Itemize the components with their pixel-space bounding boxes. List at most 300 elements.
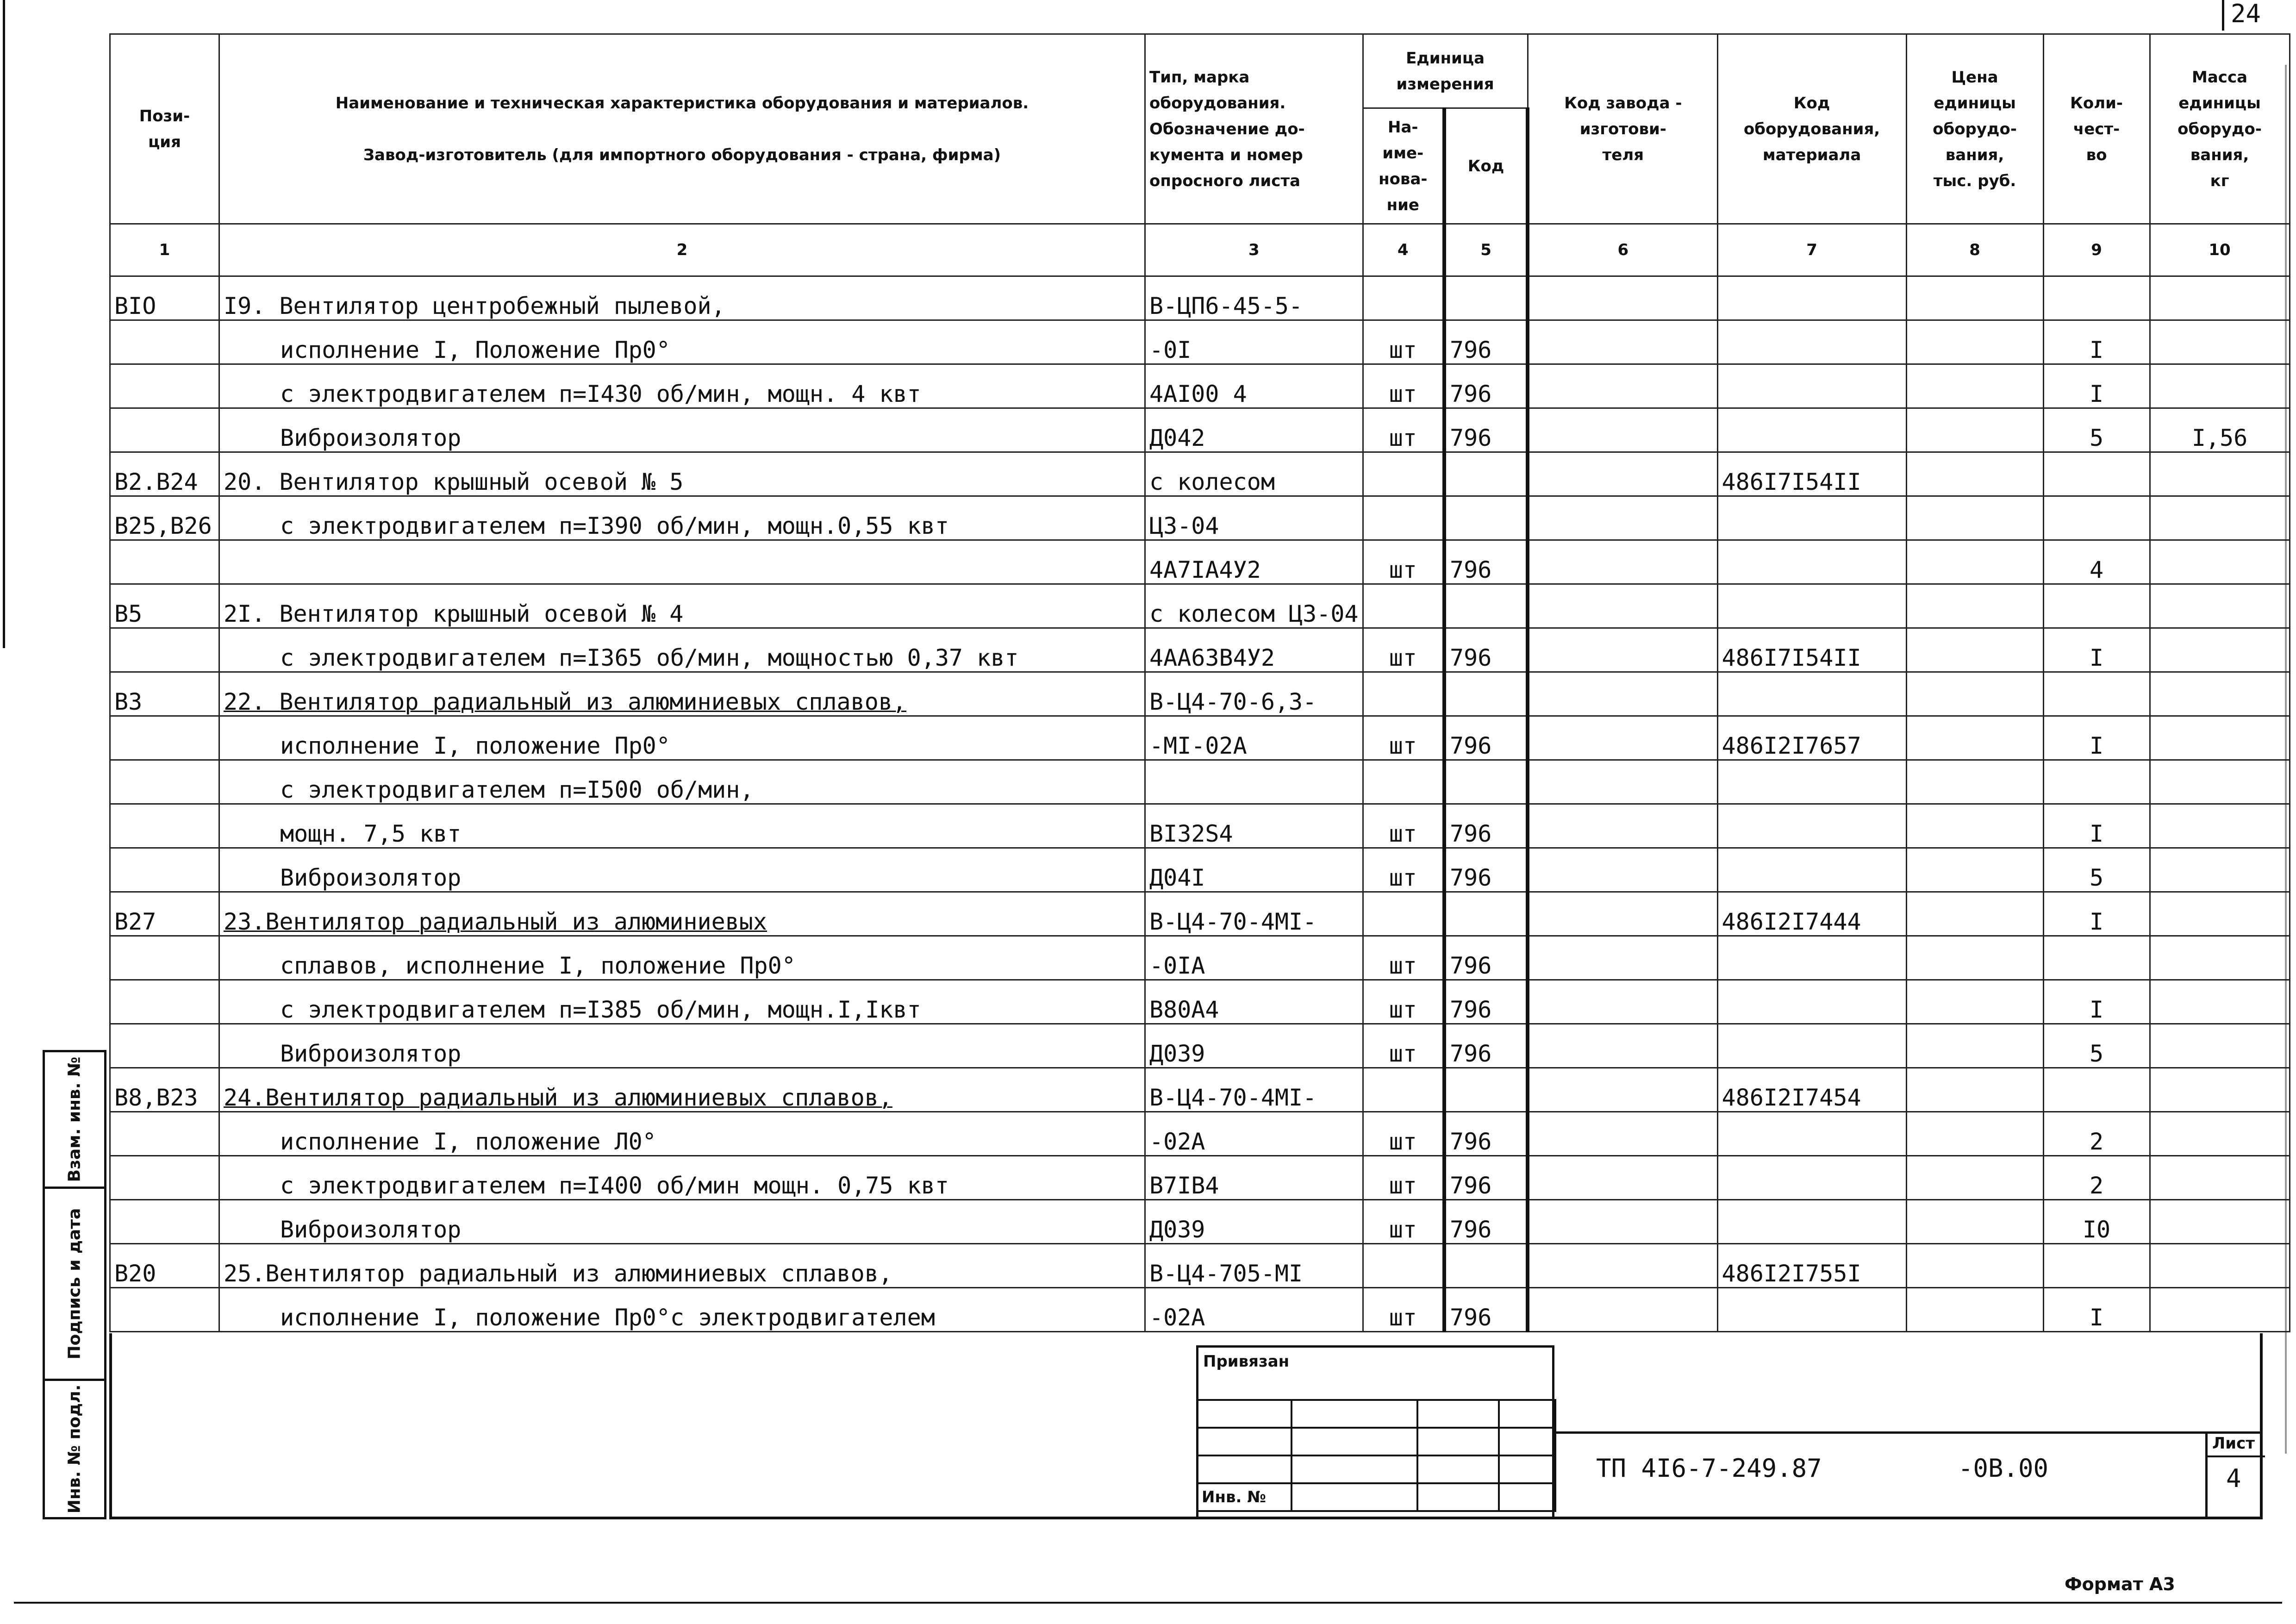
header-mass: Масса единицы оборудо- вания, кг — [2150, 34, 2290, 224]
row-equipment-code — [1717, 1112, 1906, 1156]
table-row — [110, 584, 2290, 628]
specification-table — [109, 33, 2290, 1332]
row-factory-code — [1528, 320, 1717, 364]
row-price — [1906, 1024, 2043, 1068]
table-row — [110, 320, 2290, 364]
table-row — [110, 1244, 2290, 1288]
row-type: с колесом Ц3-04 — [1145, 584, 1363, 628]
row-quantity: 2 — [2043, 1112, 2150, 1156]
row-factory-code — [1528, 1112, 1717, 1156]
table-row — [110, 760, 2290, 804]
row-mass — [2150, 936, 2290, 980]
row-equipment-code — [1717, 1156, 1906, 1200]
row-type: -0I — [1145, 320, 1363, 364]
row-mass — [2150, 672, 2290, 716]
row-position — [110, 408, 219, 452]
row-type: B80A4 — [1145, 980, 1363, 1024]
row-quantity: I — [2043, 320, 2150, 364]
row-name: исполнение I, положение Пр0°с электродвигателем — [219, 1288, 1145, 1332]
row-unit-code — [1444, 892, 1528, 936]
footer-line — [14, 1602, 2282, 1604]
row-unit: шт — [1363, 408, 1444, 452]
table-row — [110, 1068, 2290, 1112]
row-position — [110, 716, 219, 760]
sheet-label: Лист — [2212, 1434, 2255, 1453]
header-unit-name: На- име- нова- ние — [1363, 108, 1444, 224]
header-position: Пози- ция — [110, 34, 219, 224]
row-position: B8,B23 — [110, 1068, 219, 1112]
row-quantity — [2043, 1068, 2150, 1112]
row-name: Виброизолятор — [219, 408, 1145, 452]
row-factory-code — [1528, 584, 1717, 628]
row-unit-code — [1444, 760, 1528, 804]
row-name: исполнение I, положение Л0° — [219, 1112, 1145, 1156]
row-type: В-Ц4-70-4MI- — [1145, 1068, 1363, 1112]
row-factory-code — [1528, 1244, 1717, 1288]
row-equipment-code — [1717, 980, 1906, 1024]
row-unit: шт — [1363, 1024, 1444, 1068]
row-name: 22. Вентилятор радиальный из алюминиевых сплавов, — [219, 672, 1145, 716]
header-factory-code: Код завода - изготови- теля — [1528, 34, 1717, 224]
row-quantity: I — [2043, 364, 2150, 408]
row-mass — [2150, 980, 2290, 1024]
row-price — [1906, 276, 2043, 320]
row-name: Виброизолятор — [219, 848, 1145, 892]
row-unit-code: 796 — [1444, 980, 1528, 1024]
row-factory-code — [1528, 364, 1717, 408]
row-unit: шт — [1363, 1112, 1444, 1156]
row-name: 25.Вентилятор радиальный из алюминиевых сплавов, — [219, 1244, 1145, 1288]
table-row — [110, 980, 2290, 1024]
header-unit-group: Единица измерения — [1363, 34, 1528, 108]
col-number: 7 — [1717, 224, 1906, 276]
row-unit-code — [1444, 1068, 1528, 1112]
row-price — [1906, 1288, 2043, 1332]
row-quantity — [2043, 276, 2150, 320]
row-factory-code — [1528, 1200, 1717, 1244]
row-type: Ц3-04 — [1145, 496, 1363, 540]
row-price — [1906, 628, 2043, 672]
row-equipment-code — [1717, 804, 1906, 848]
row-position — [110, 320, 219, 364]
table-row — [110, 496, 2290, 540]
row-position — [110, 1156, 219, 1200]
row-type: -MI-02A — [1145, 716, 1363, 760]
row-mass — [2150, 1024, 2290, 1068]
row-equipment-code — [1717, 936, 1906, 980]
row-price — [1906, 408, 2043, 452]
side-label-vzam: Взам. инв. № — [65, 1056, 84, 1182]
col-number: 2 — [219, 224, 1145, 276]
row-unit: шт — [1363, 804, 1444, 848]
row-factory-code — [1528, 408, 1717, 452]
col-number: 10 — [2150, 224, 2290, 276]
side-label-podpis: Подпись и дата — [65, 1208, 84, 1360]
row-equipment-code — [1717, 320, 1906, 364]
row-position — [110, 540, 219, 584]
row-position — [110, 936, 219, 980]
row-position — [110, 1200, 219, 1244]
side-stamp-vzam — [43, 1050, 106, 1189]
row-factory-code — [1528, 1024, 1717, 1068]
row-equipment-code — [1717, 584, 1906, 628]
table-row — [110, 892, 2290, 936]
left-margin-line — [3, 0, 5, 648]
sheet-label-divider — [2208, 1455, 2265, 1457]
row-unit: шт — [1363, 320, 1444, 364]
row-unit — [1363, 760, 1444, 804]
row-mass — [2150, 1112, 2290, 1156]
row-unit: шт — [1363, 628, 1444, 672]
row-position: B2.B24 — [110, 452, 219, 496]
row-price — [1906, 364, 2043, 408]
row-unit: шт — [1363, 1288, 1444, 1332]
row-name: исполнение I, положение Пр0° — [219, 716, 1145, 760]
row-quantity: I — [2043, 892, 2150, 936]
table-row — [110, 1156, 2290, 1200]
row-equipment-code: 486I7I54II — [1717, 452, 1906, 496]
row-name: 20. Вентилятор крышный осевой № 5 — [219, 452, 1145, 496]
row-name — [219, 540, 1145, 584]
row-quantity: 2 — [2043, 1156, 2150, 1200]
table-row — [110, 1112, 2290, 1156]
row-equipment-code — [1717, 364, 1906, 408]
row-name: с электродвигателем п=I390 об/мин, мощн.0,55 квт — [219, 496, 1145, 540]
side-label-inv: Инв. № подл. — [65, 1384, 84, 1514]
col-number: 1 — [110, 224, 219, 276]
row-equipment-code — [1717, 848, 1906, 892]
row-price — [1906, 452, 2043, 496]
row-unit-code: 796 — [1444, 540, 1528, 584]
row-type: Д042 — [1145, 408, 1363, 452]
row-factory-code — [1528, 804, 1717, 848]
row-mass — [2150, 760, 2290, 804]
row-mass — [2150, 848, 2290, 892]
row-equipment-code — [1717, 1024, 1906, 1068]
row-unit: шт — [1363, 980, 1444, 1024]
row-type: -0IA — [1145, 936, 1363, 980]
row-type: -02A — [1145, 1288, 1363, 1332]
row-unit-code: 796 — [1444, 1112, 1528, 1156]
row-unit — [1363, 276, 1444, 320]
binding-label: Привязан — [1203, 1352, 1290, 1371]
binding-inv-label: Инв. № — [1197, 1483, 1292, 1511]
row-equipment-code — [1717, 1288, 1906, 1332]
row-price — [1906, 496, 2043, 540]
row-type: Д04I — [1145, 848, 1363, 892]
header-unit-code: Код — [1444, 108, 1528, 224]
row-quantity: I — [2043, 804, 2150, 848]
row-name: Виброизолятор — [219, 1024, 1145, 1068]
row-unit-code: 796 — [1444, 408, 1528, 452]
row-equipment-code — [1717, 540, 1906, 584]
row-quantity: 5 — [2043, 1024, 2150, 1068]
row-name: 2I. Вентилятор крышный осевой № 4 — [219, 584, 1145, 628]
corner-page-number: 24 — [2222, 0, 2261, 31]
row-unit-code: 796 — [1444, 716, 1528, 760]
row-quantity — [2043, 936, 2150, 980]
side-stamp-inv — [43, 1379, 106, 1519]
row-type: В-Ц4-70-4MI- — [1145, 892, 1363, 936]
header-name: Наименование и техническая характеристика оборудования и материалов. Завод-изготовитель (для импортного оборудования - страна, фирма) — [219, 34, 1145, 224]
row-quantity — [2043, 496, 2150, 540]
row-factory-code — [1528, 496, 1717, 540]
row-unit: шт — [1363, 848, 1444, 892]
row-mass — [2150, 1156, 2290, 1200]
row-type: В-Ц4-70-6,3- — [1145, 672, 1363, 716]
row-unit — [1363, 496, 1444, 540]
row-position — [110, 364, 219, 408]
row-unit-code: 796 — [1444, 320, 1528, 364]
row-unit-code — [1444, 1244, 1528, 1288]
col-number: 5 — [1444, 224, 1528, 276]
row-unit — [1363, 1068, 1444, 1112]
row-factory-code — [1528, 1068, 1717, 1112]
row-price — [1906, 1200, 2043, 1244]
table-row — [110, 848, 2290, 892]
row-position — [110, 804, 219, 848]
row-quantity: I — [2043, 1288, 2150, 1332]
table-row — [110, 716, 2290, 760]
row-position: BIO — [110, 276, 219, 320]
row-type: Д039 — [1145, 1024, 1363, 1068]
row-unit: шт — [1363, 1200, 1444, 1244]
row-type — [1145, 760, 1363, 804]
row-name: 24.Вентилятор радиальный из алюминиевых сплавов, — [219, 1068, 1145, 1112]
row-factory-code — [1528, 760, 1717, 804]
row-quantity — [2043, 760, 2150, 804]
row-price — [1906, 716, 2043, 760]
row-unit-code — [1444, 496, 1528, 540]
row-factory-code — [1528, 980, 1717, 1024]
row-price — [1906, 540, 2043, 584]
row-mass — [2150, 1244, 2290, 1288]
col-number: 8 — [1906, 224, 2043, 276]
row-name: 23.Вентилятор радиальный из алюминиевых — [219, 892, 1145, 936]
row-unit: шт — [1363, 936, 1444, 980]
row-equipment-code: 486I2I7444 — [1717, 892, 1906, 936]
row-position: B25,B26 — [110, 496, 219, 540]
sheet-box — [2205, 1431, 2263, 1519]
row-type: 4AI00 4 — [1145, 364, 1363, 408]
col-number: 3 — [1145, 224, 1363, 276]
row-unit — [1363, 584, 1444, 628]
row-factory-code — [1528, 672, 1717, 716]
row-unit-code: 796 — [1444, 804, 1528, 848]
row-quantity — [2043, 452, 2150, 496]
table-row — [110, 540, 2290, 584]
row-type: B7IB4 — [1145, 1156, 1363, 1200]
row-price — [1906, 672, 2043, 716]
row-position: B5 — [110, 584, 219, 628]
row-unit-code: 796 — [1444, 936, 1528, 980]
binding-grid — [1196, 1399, 1556, 1512]
row-unit-code: 796 — [1444, 848, 1528, 892]
row-equipment-code: 486I2I7454 — [1717, 1068, 1906, 1112]
row-quantity: I — [2043, 716, 2150, 760]
table-row — [110, 1288, 2290, 1332]
row-mass — [2150, 320, 2290, 364]
row-name: с электродвигателем п=I385 об/мин, мощн.I,Iквт — [219, 980, 1145, 1024]
table-row — [110, 1200, 2290, 1244]
row-unit — [1363, 892, 1444, 936]
row-equipment-code — [1717, 496, 1906, 540]
row-name: с электродвигателем п=I430 об/мин, мощн. 4 квт — [219, 364, 1145, 408]
row-mass — [2150, 584, 2290, 628]
table-row — [110, 452, 2290, 496]
row-equipment-code — [1717, 760, 1906, 804]
row-name: I9. Вентилятор центробежный пылевой, — [219, 276, 1145, 320]
table-row — [110, 364, 2290, 408]
row-quantity: I0 — [2043, 1200, 2150, 1244]
row-unit: шт — [1363, 1156, 1444, 1200]
row-position: B3 — [110, 672, 219, 716]
row-mass — [2150, 540, 2290, 584]
row-factory-code — [1528, 936, 1717, 980]
row-price — [1906, 1112, 2043, 1156]
row-name: с электродвигателем п=I400 об/мин мощн. 0,75 квт — [219, 1156, 1145, 1200]
table-row — [110, 408, 2290, 452]
row-unit-code — [1444, 276, 1528, 320]
row-equipment-code — [1717, 276, 1906, 320]
row-mass — [2150, 276, 2290, 320]
row-factory-code — [1528, 1156, 1717, 1200]
row-mass — [2150, 1288, 2290, 1332]
row-unit-code: 796 — [1444, 628, 1528, 672]
row-type: с колесом — [1145, 452, 1363, 496]
row-unit-code — [1444, 452, 1528, 496]
row-factory-code — [1528, 848, 1717, 892]
row-unit: шт — [1363, 540, 1444, 584]
row-factory-code — [1528, 1288, 1717, 1332]
row-factory-code — [1528, 540, 1717, 584]
row-price — [1906, 1156, 2043, 1200]
row-name: сплавов, исполнение I, положение Пр0° — [219, 936, 1145, 980]
row-unit-code: 796 — [1444, 1156, 1528, 1200]
row-mass: I,56 — [2150, 408, 2290, 452]
format-label: Формат А3 — [2065, 1574, 2175, 1594]
row-equipment-code: 486I2I7657 — [1717, 716, 1906, 760]
header-quantity: Коли- чест- во — [2043, 34, 2150, 224]
row-type: BI32S4 — [1145, 804, 1363, 848]
row-price — [1906, 1068, 2043, 1112]
row-unit-code — [1444, 584, 1528, 628]
row-type: В-ЦП6-45-5- — [1145, 276, 1363, 320]
row-equipment-code: 486I2I755I — [1717, 1244, 1906, 1288]
row-quantity: 5 — [2043, 408, 2150, 452]
row-equipment-code: 486I7I54II — [1717, 628, 1906, 672]
row-unit: шт — [1363, 716, 1444, 760]
row-unit-code — [1444, 672, 1528, 716]
row-name: Виброизолятор — [219, 1200, 1145, 1244]
row-name: с электродвигателем п=I500 об/мин, — [219, 760, 1145, 804]
row-mass — [2150, 892, 2290, 936]
row-equipment-code — [1717, 672, 1906, 716]
row-unit: шт — [1363, 364, 1444, 408]
row-unit-code: 796 — [1444, 1024, 1528, 1068]
row-mass — [2150, 496, 2290, 540]
document-suffix: -0В.00 — [1958, 1454, 2049, 1483]
row-factory-code — [1528, 892, 1717, 936]
row-mass — [2150, 364, 2290, 408]
row-unit-code: 796 — [1444, 1288, 1528, 1332]
row-factory-code — [1528, 628, 1717, 672]
row-equipment-code — [1717, 408, 1906, 452]
row-position: B27 — [110, 892, 219, 936]
header-price: Цена единицы оборудо- вания, тыс. руб. — [1906, 34, 2043, 224]
row-price — [1906, 320, 2043, 364]
table-row — [110, 1024, 2290, 1068]
row-price — [1906, 936, 2043, 980]
row-price — [1906, 848, 2043, 892]
row-position — [110, 628, 219, 672]
row-quantity — [2043, 672, 2150, 716]
row-unit-code: 796 — [1444, 364, 1528, 408]
table-row — [110, 936, 2290, 980]
row-quantity: 4 — [2043, 540, 2150, 584]
row-unit — [1363, 1244, 1444, 1288]
row-position — [110, 760, 219, 804]
row-quantity — [2043, 1244, 2150, 1288]
row-equipment-code — [1717, 1200, 1906, 1244]
row-position — [110, 848, 219, 892]
row-price — [1906, 804, 2043, 848]
row-type: В-Ц4-705-MI — [1145, 1244, 1363, 1288]
row-factory-code — [1528, 716, 1717, 760]
table-row — [110, 804, 2290, 848]
row-position — [110, 1288, 219, 1332]
col-number: 4 — [1363, 224, 1444, 276]
header-equipment-code: Код оборудования, материала — [1717, 34, 1906, 224]
row-type: Д039 — [1145, 1200, 1363, 1244]
row-price — [1906, 980, 2043, 1024]
row-mass — [2150, 1068, 2290, 1112]
row-quantity: 5 — [2043, 848, 2150, 892]
header-type: Тип, марка оборудования. Обозначение до- кумента и номер опросного листа — [1145, 34, 1363, 224]
row-type: 4AA63B4У2 — [1145, 628, 1363, 672]
row-position — [110, 1112, 219, 1156]
row-type: 4A7IA4У2 — [1145, 540, 1363, 584]
row-price — [1906, 1244, 2043, 1288]
row-mass — [2150, 452, 2290, 496]
row-price — [1906, 892, 2043, 936]
table-row — [110, 276, 2290, 320]
row-price — [1906, 584, 2043, 628]
row-unit — [1363, 452, 1444, 496]
row-position — [110, 1024, 219, 1068]
sheet-number: 4 — [2226, 1464, 2241, 1493]
row-name: с электродвигателем п=I365 об/мин, мощностью 0,37 квт — [219, 628, 1145, 672]
row-type: -02A — [1145, 1112, 1363, 1156]
row-position — [110, 980, 219, 1024]
row-quantity: I — [2043, 628, 2150, 672]
col-number: 9 — [2043, 224, 2150, 276]
row-factory-code — [1528, 452, 1717, 496]
side-stamp-podpis — [43, 1187, 106, 1381]
row-price — [1906, 760, 2043, 804]
table-row — [110, 628, 2290, 672]
row-quantity: I — [2043, 980, 2150, 1024]
table-row — [110, 672, 2290, 716]
row-mass — [2150, 628, 2290, 672]
row-quantity — [2043, 584, 2150, 628]
row-mass — [2150, 1200, 2290, 1244]
row-unit — [1363, 672, 1444, 716]
row-unit-code: 796 — [1444, 1200, 1528, 1244]
row-factory-code — [1528, 276, 1717, 320]
row-mass — [2150, 804, 2290, 848]
row-name: исполнение I, Положение Пр0° — [219, 320, 1145, 364]
